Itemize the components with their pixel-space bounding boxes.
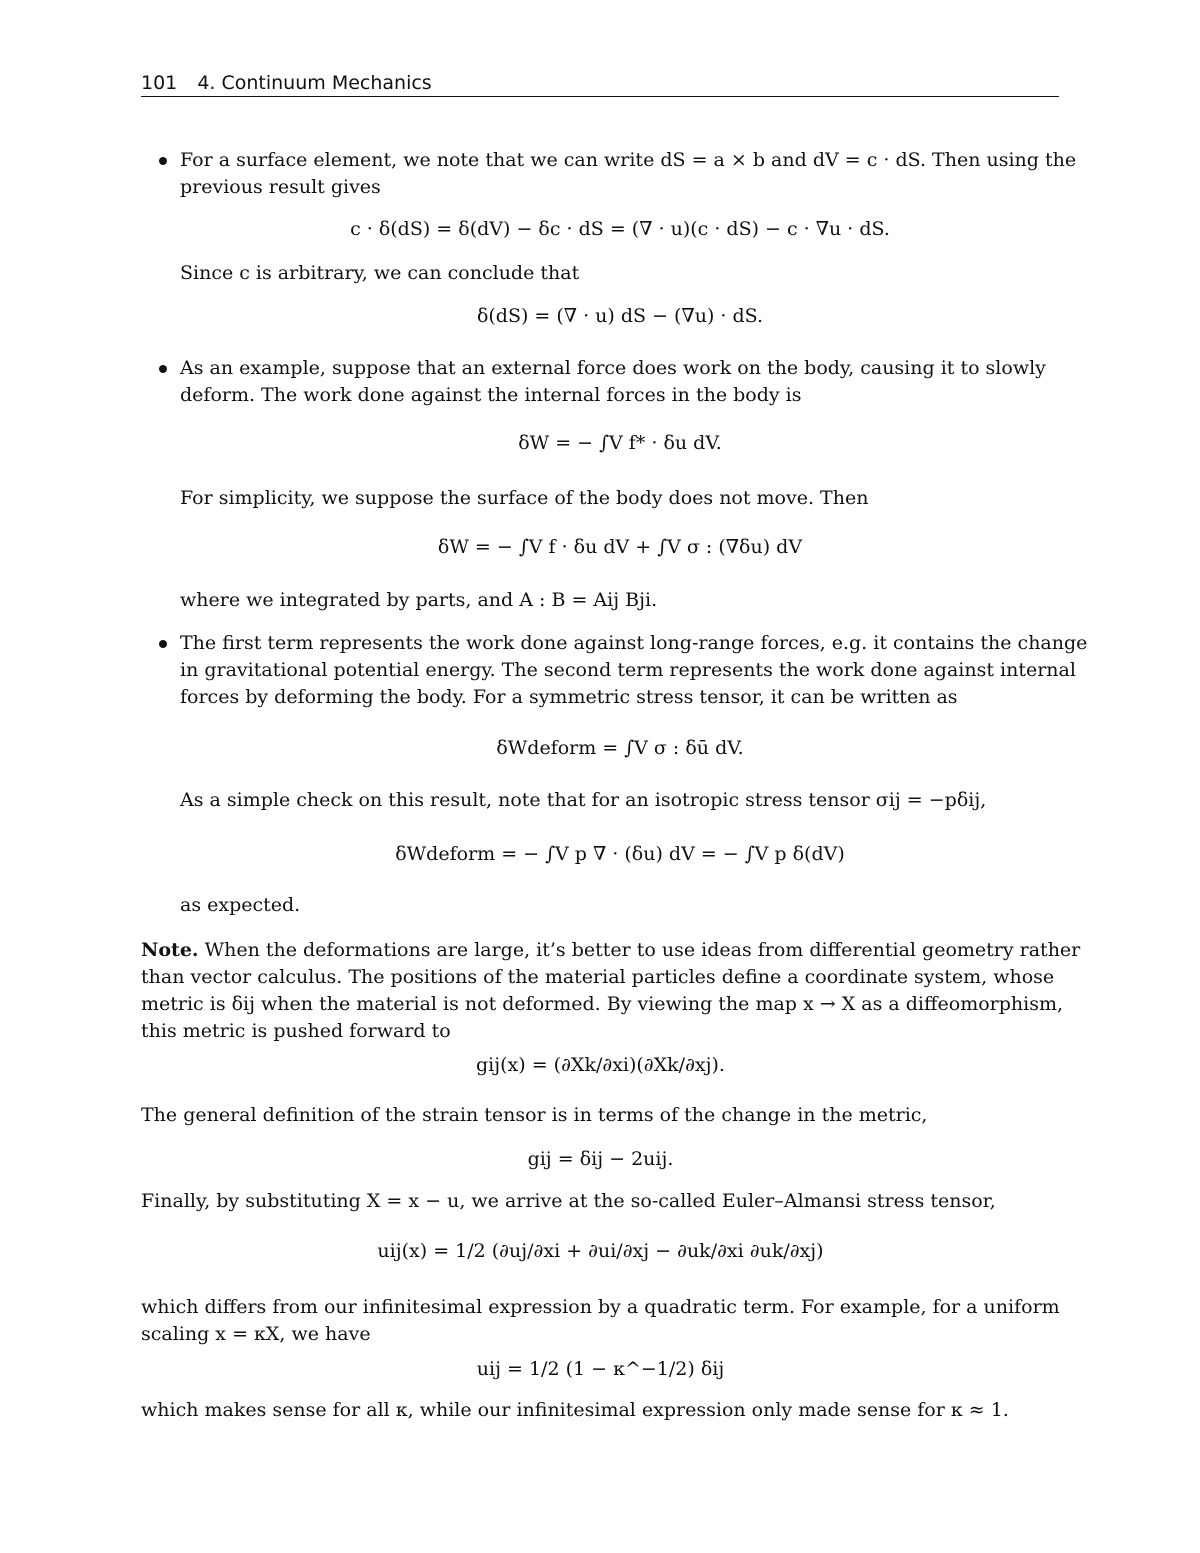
note-line2: than vector calculus. The positions of the material particles define a coordinate system, whose [141,966,1055,988]
note-line3: metric is δij when the material is not deformed. By viewing the map x → X as a diffeomorphism, [141,993,1064,1015]
equation-pushed-metric: gij(x) = (∂Xk/∂xi)(∂Xk/∂xj). [476,1054,725,1076]
equation-uniform-scaling: uij = 1/2 (1 − κ^−1/2) δij [476,1358,725,1380]
equation-dS-variation: δ(dS) = (∇ · u) dS − (∇u) · dS. [476,305,764,327]
header-rule [141,96,1059,97]
bullet3-line3: forces by deforming the body. For a symmetric stress tensor, it can be written as [180,686,958,708]
bullet2-simplicity: For simplicity, we suppose the surface of the body does not move. Then [180,487,869,509]
equation-surface-variation: c · δ(dS) = δ(dV) − δc · dS = (∇ · u)(c · dS) − c · ∇u · dS. [350,218,890,240]
note-finally: Finally, by substituting X = x − u, we arrive at the so-called Euler–Almansi stress tensor, [141,1190,996,1212]
bullet2-line2: deform. The work done against the internal forces in the body is [180,384,802,406]
bullet3-expected: as expected. [180,894,301,916]
bullet2-line1: As an example, suppose that an external force does work on the body, causing it to slowly [180,357,1046,379]
bullet1-since: Since c is arbitrary, we can conclude that [180,262,580,284]
bullet1-line1: For a surface element, we note that we can write dS = a × b and dV = c · dS. Then using the [180,149,1077,171]
note-label: Note. [141,939,199,961]
equation-work-done: δW = − ∫V f* · δu dV. [518,432,722,454]
note-line1 [141,938,1081,962]
equation-work-deform-isotropic: δWdeform = − ∫V p ∇ · (δu) dV = − ∫V p δ(dV) [395,843,845,865]
bullet-dot [159,365,167,373]
bullet3-line1: The first term represents the work done against long-range forces, e.g. it contains the change [180,632,1088,654]
note-general: The general definition of the strain tensor is in terms of the change in the metric, [141,1104,928,1126]
bullet1-line2: previous result gives [180,176,381,198]
bullet2-parts: where we integrated by parts, and A : B = Aij Bji. [180,589,658,611]
equation-work-deform: δWdeform = ∫V σ : δū dV. [496,737,744,759]
chapter-title: 4. Continuum Mechanics [197,72,432,94]
bullet3-check: As a simple check on this result, note that for an isotropic stress tensor σij = −pδij, [180,789,987,811]
page-number: 101 [141,72,178,94]
bullet3-line2: in gravitational potential energy. The second term represents the work done against internal [180,659,1076,681]
equation-euler-almansi: uij(x) = 1/2 (∂uj/∂xi + ∂ui/∂xj − ∂uk/∂xi ∂uk/∂xj) [377,1240,824,1262]
bullet-dot [159,640,167,648]
note-line4: this metric is pushed forward to [141,1020,451,1042]
page-header [141,70,1059,96]
note-line1-text: When the deformations are large, it’s better to use ideas from differential geometry rather [204,939,1081,961]
note-sense: which makes sense for all κ, while our infinitesimal expression only made sense for κ ≈ 1. [141,1399,1009,1421]
note-differs2: scaling x = κX, we have [141,1323,371,1345]
equation-strain-metric: gij = δij − 2uij. [527,1148,674,1170]
equation-work-by-parts: δW = − ∫V f · δu dV + ∫V σ : (∇δu) dV [437,536,803,558]
note-differs1: which differs from our infinitesimal expression by a quadratic term. For example, for a uniform [141,1296,1060,1318]
bullet-dot [159,157,167,165]
